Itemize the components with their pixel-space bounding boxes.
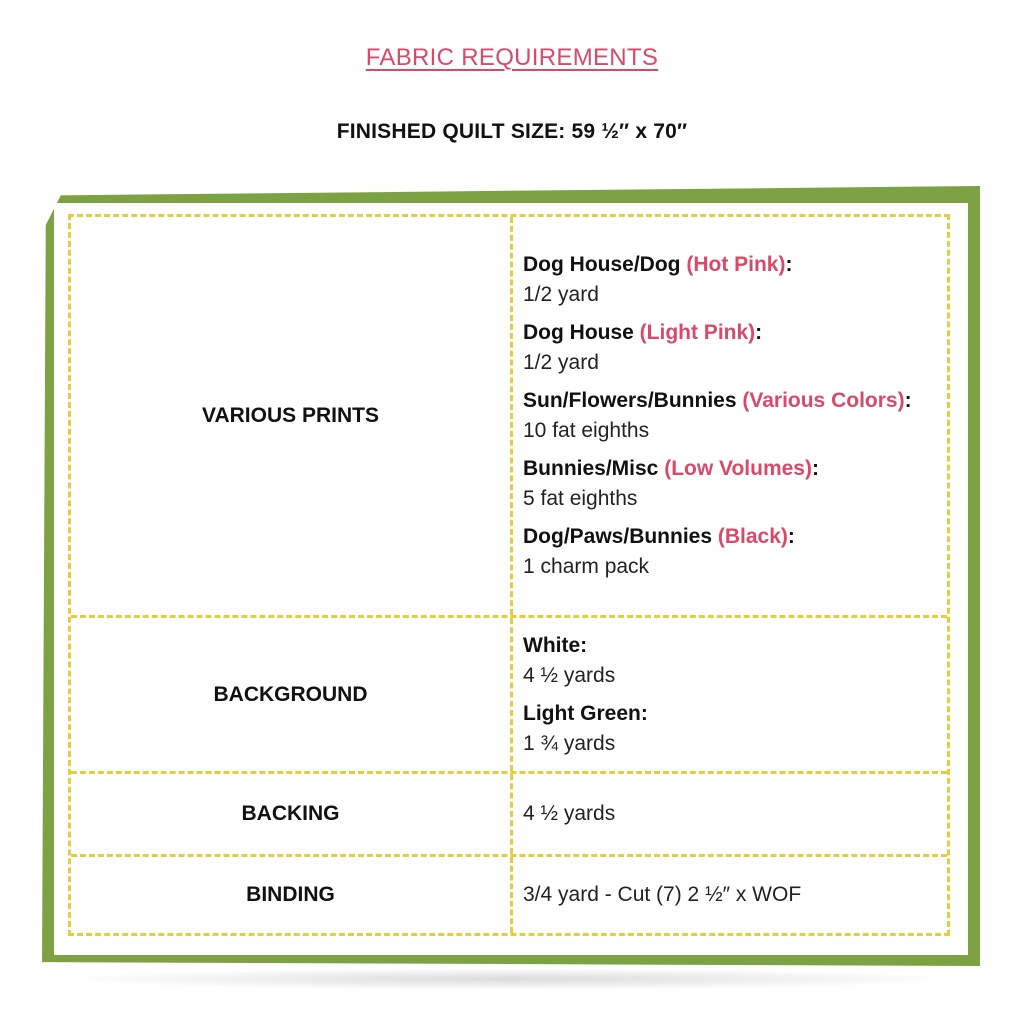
item-name: Sun/Flowers/Bunnies (Various Colors): — [523, 389, 912, 412]
item-quantity: 5 fat eighths — [523, 487, 638, 510]
row-label: BINDING — [71, 857, 513, 933]
item-name: Dog House/Dog (Hot Pink): — [523, 253, 793, 276]
frame-shadow — [60, 968, 960, 990]
item-color: (Black) — [717, 525, 788, 548]
table-row-binding — [71, 854, 947, 933]
item-quantity: 1/2 yard — [523, 283, 599, 306]
list-item — [523, 454, 947, 514]
list-item — [523, 386, 947, 446]
item-quantity: 1 ¾ yards — [523, 731, 616, 755]
item-name: Bunnies/Misc (Low Volumes): — [523, 457, 819, 480]
list-item — [523, 250, 947, 310]
table-row-backing — [71, 771, 947, 854]
row-value-cell — [513, 774, 947, 854]
item-color: (Light Pink) — [639, 321, 756, 344]
fabric-table — [68, 214, 950, 936]
row-label: VARIOUS PRINTS — [71, 217, 513, 615]
item-quantity: 1 charm pack — [523, 555, 650, 578]
row-items — [513, 217, 947, 615]
item-quantity: 4 ½ yards — [523, 663, 616, 687]
item-color: (Various Colors) — [742, 389, 905, 412]
row-label: BACKGROUND — [71, 618, 513, 771]
item-name: White: — [523, 633, 588, 657]
page-title: FABRIC REQUIREMENTS — [365, 44, 659, 71]
row-value-cell — [513, 857, 947, 933]
row-items — [513, 618, 947, 771]
row-value: 4 ½ yards — [523, 802, 616, 825]
list-item — [523, 522, 947, 582]
table-row-various-prints — [71, 217, 947, 615]
item-name: Dog/Paws/Bunnies (Black): — [523, 525, 795, 548]
quilt-size-subtitle: FINISHED QUILT SIZE: 59 ½″ x 70″ — [336, 120, 688, 143]
list-item — [523, 318, 947, 378]
item-quantity: 1/2 yard — [523, 351, 599, 374]
item-name: Dog House (Light Pink): — [523, 321, 763, 344]
item-color: (Hot Pink) — [686, 253, 786, 276]
item-color: (Low Volumes) — [664, 457, 812, 480]
row-value: 3/4 yard - Cut (7) 2 ½″ x WOF — [523, 883, 802, 906]
row-label: BACKING — [71, 774, 513, 854]
list-item — [523, 699, 947, 759]
item-quantity: 10 fat eighths — [523, 419, 650, 442]
item-name: Light Green: — [523, 701, 648, 725]
table-row-background — [71, 615, 947, 771]
list-item — [523, 631, 947, 691]
